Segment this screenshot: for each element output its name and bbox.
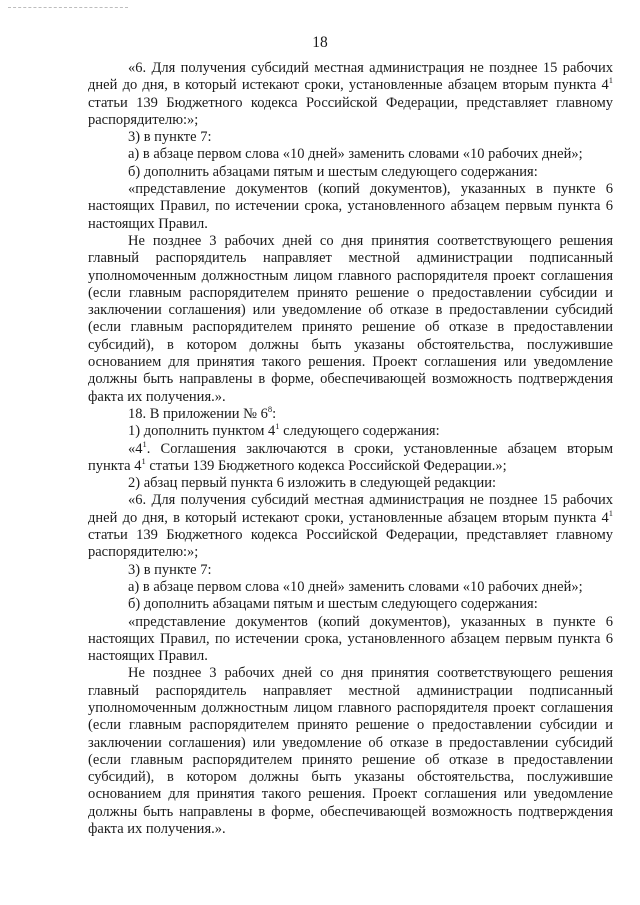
paragraph-item-18: 18. В приложении № $6^8$: bbox=[128, 403, 277, 422]
paragraph-item-6-second: «6. Для получения субсидий местная администрация не позднее 15 рабочих дней до дня, в который истекают сроки, установленные абзацем вторым пункта $4^1$ статьи 139 Бюджетного кодекса Российской Федерации, представляет главному распорядителю:»; bbox=[88, 492, 613, 561]
paragraph-subpoint-3-second: 3) в пункте 7: bbox=[128, 561, 212, 578]
paragraph-subpoint-a-second: а) в абзаце первом слова «10 дней» заменить словами «10 рабочих дней»; bbox=[128, 578, 583, 595]
paragraph-item-6-first: «6. Для получения субсидий местная администрация не позднее 15 рабочих дней до дня, в который истекают сроки, установленные абзацем вторым пункта $4^1$ статьи 139 Бюджетного кодекса Российской Федерации, представляет главному распорядителю:»; bbox=[88, 60, 613, 128]
paragraph-item-4-1: «$4^1$. Соглашения заключаются в сроки, установленные абзацем вторым пункта $4^1$ статьи 139 Бюджетного кодекса Российской Федерации.»; bbox=[88, 438, 613, 474]
paragraph-subpoint-1: 1) дополнить пунктом $4^1$ следующего содержания: bbox=[128, 421, 440, 440]
paragraph-subpoint-a: а) в абзаце первом слова «10 дней» заменить словами «10 рабочих дней»; bbox=[128, 146, 583, 163]
paragraph-subpoint-b: б) дополнить абзацами пятым и шестым следующего содержания: bbox=[128, 163, 538, 180]
paragraph-subpoint-b-second: б) дополнить абзацами пятым и шестым следующего содержания: bbox=[128, 596, 538, 613]
scan-artifact-line bbox=[8, 7, 128, 9]
paragraph-deadline-second: Не позднее 3 рабочих дней со дня принятия соответствующего решения главный распорядитель направляет местной администрации подписанный уполномоченным должностным лицом главного распорядителя проект соглашения (если главным распорядителем принято решение о предоставлении субсидии и заключении соглашения) или уведомление об отказе в предоставлении субсидий (если главным распорядителем принято решение об отказе в предоставлении субсидий), в котором должны быть указаны обстоятельства, послужившие основанием для принятия такого решения. Проект соглашения или уведомление должны быть направлены в форме, обеспечивающей возможность подтверждения факта их получения.». bbox=[88, 665, 613, 838]
paragraph-documents-second: «представление документов (копий документов), указанных в пункте 6 настоящих Правил, по истечении срока, установленного абзацем первым пункта 6 настоящих Правил. bbox=[88, 613, 613, 665]
paragraph-deadline: Не позднее 3 рабочих дней со дня принятия соответствующего решения главный распорядитель направляет местной администрации подписанный уполномоченным должностным лицом главного распорядителя проект соглашения (если главным распорядителем принято решение о предоставлении субсидии и заключении соглашения) или уведомление об отказе в предоставлении субсидий (если главным распорядителем принято решение об отказе в предоставлении субсидий), в котором должны быть указаны обстоятельства, послужившие основанием для принятия такого решения. Проект соглашения или уведомление должны быть направлены в форме, обеспечивающей возможность подтверждения факта их получения.». bbox=[88, 232, 613, 405]
document-body bbox=[88, 60, 613, 838]
paragraph-subpoint-3: 3) в пункте 7: bbox=[128, 129, 212, 146]
paragraph-subpoint-2: 2) абзац первый пункта 6 изложить в следующей редакции: bbox=[128, 475, 497, 492]
paragraph-documents: «представление документов (копий документов), указанных в пункте 6 настоящих Правил, по истечении срока, установленного абзацем первым пункта 6 настоящих Правил. bbox=[88, 181, 613, 232]
page-number: 18 bbox=[312, 34, 328, 51]
